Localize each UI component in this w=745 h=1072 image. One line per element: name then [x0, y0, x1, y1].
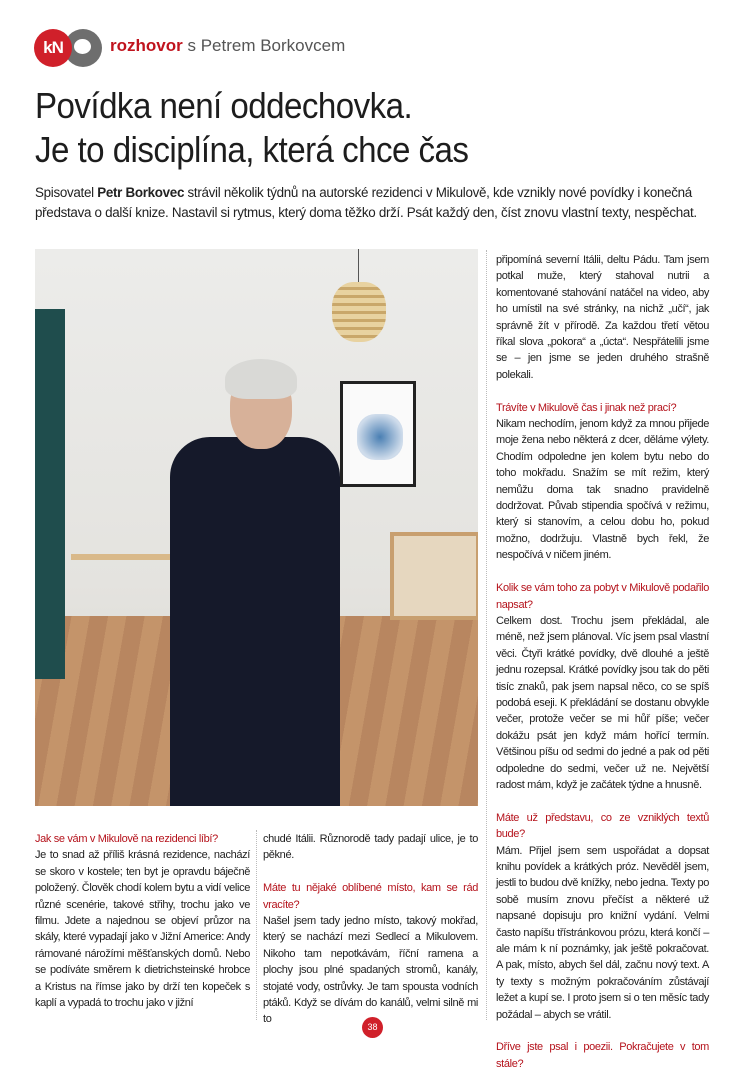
title-line-2: Je to disciplína, která chce čas: [35, 129, 469, 170]
section-kicker: [110, 36, 345, 56]
column-divider: [256, 830, 257, 1020]
photo-lamp-cord: [358, 249, 359, 283]
photo-artwork: [340, 381, 416, 487]
question: Jak se vám v Mikulově na rezidenci líbí?: [35, 833, 218, 845]
lead-pre: Spisovatel: [35, 185, 98, 200]
question: Máte už představu, co ze vzniklých textů bude?: [496, 811, 709, 841]
question: Kolik se vám toho za pobyt v Mikulově podařilo napsat?: [496, 582, 709, 611]
answer: Je to snad až příliš krásná rezidence, nachází se skoro v kostele; ten byt je opravdu báječně položený. Člověk chodí kolem bytu a vidí velice různé scenérie, takové střihy, trochu jako ve filmu. Jdete a najednou se objeví průzor na skály, které vypadají jako v Jižní Americe: Andy rámované nárožími měšťanských domů. Nebo se podíváte směrem k dietrichsteinské hrobce a Kristus na římse jako by drží ten kopeček s kaplí a vypadá to trochu jako v jižní: [35, 849, 250, 1010]
lead-post: strávil několik týdnů na autorské rezidenci v Mikulově, kde vznikly nové povídky i konečná představa o další knize. Nastavil si rytmus, který doma těžko drží. Psát každý den, číst znovu vlastní texty, nespěchat.: [35, 185, 697, 220]
interview-subject: s Petrem Borkovcem: [187, 36, 346, 55]
title-line-1: Povídka není oddechovka.: [35, 85, 413, 126]
answer: Mám. Přijel jsem sem uspořádat a dopsat knihu povídek a krátkých próz. Nevěděl jsem, jestli to budou dvě knížky, nebo jedna. Texty po sobě musím znovu přečíst a některé už napsané dopisuju pro knižní vydání. Velmi často napíšu třístránkovou prózu, která končí – ale mám k ní poznámky, jak ještě pokračovat. A pak, místo, abych šel dál, začnu nový text. A ty texty s možným pokračováním zůstávají ležet a kupí se. I proto jsem si o ten měsíc tady požádal – abych se vrátil.: [496, 844, 709, 1021]
answer: Našel jsem tady jedno místo, takový mokřad, který se nachází mezi Sedlecí a Mikulovem. Nikoho tam nepotkávám, říční ramena a plochy jsou plné spadaných stromů, kanály, stojaté vody, ostrůvky. Je tam spousta vodních ptáků. Když se dívám do kanálů, velmi silně mi to: [263, 915, 478, 1026]
right-column: [496, 252, 709, 1072]
answer: připomíná severní Itálii, deltu Pádu. Tam jsem potkal muže, který stahoval nutrii a komentované stahování natáčel na video, aby ho umístil na své stránky, na nichž „učí“, jak správně žít v přírodě. Za každou třetí větou říkal slova „pokora“ a „úcta“. Nespřátelili jsme se – jen jsme se jeden druhého strašně polekali.: [496, 254, 709, 381]
logo-kn: kN: [34, 29, 72, 67]
section-label: rozhovor: [110, 36, 183, 55]
question: Trávíte v Mikulově čas i jinak než prací?: [496, 401, 677, 414]
page-title: [35, 84, 468, 172]
lead-author-name: Petr Borkovec: [97, 185, 185, 200]
answer: Nikam nechodím, jenom když za mnou přijede moje žena nebo některá z dcer, děláme výlety. Chodím odpoledne jen kolem bytu nebo do toho mokřadu. Snažím se mít režim, který nemůžu doma tak snadno pravidelně dodržovat. Půvab stipendia spočívá v režimu, který si stanovím, a celou dobu ho, pokud možno, dodržuju. Vlastně bych řekl, že nespočívá v ničem jiném.: [496, 418, 709, 562]
question: Dříve jste psal i poezii. Pokračujete v tom stále?: [496, 1041, 709, 1070]
photo-desk: [71, 554, 181, 560]
bottom-column-2: [263, 831, 478, 1044]
photo-lamp: [332, 282, 386, 342]
page-number: 38: [362, 1017, 383, 1038]
portrait-photo: [35, 249, 478, 806]
lead-paragraph: [35, 183, 715, 223]
answer: Celkem dost. Trochu jsem překládal, ale méně, než jsem plánoval. Víc jsem psal vlastní věci. Čtyři krátké povídky, dvě dlouhé a ještě jednu rozepsal. Krátké povídky jsou tak do pěti tisíc znaků, pak jsem napsal něco, co se spíš podobá eseji. K překládání se dostanu obvykle večer, protože večer se mi hůř píše; večer dokážu psát jen když mám hořící termín. Většinou píšu od sedmi do jedné a pak od pěti odpoledne do sedmi, večer už ne. Největší radost mám, když je začátek týdne a hnusně.: [496, 614, 709, 791]
bottom-column-1: [35, 831, 250, 1028]
column-divider: [486, 250, 487, 1020]
photo-person: [170, 369, 340, 806]
photo-curtain: [35, 309, 65, 679]
answer: chudé Itálii. Různorodě tady padají ulice, je to pěkné.: [263, 833, 478, 862]
magazine-logo: [34, 29, 104, 67]
question: Máte tu nějaké oblíbené místo, kam se rád vracíte?: [263, 882, 478, 911]
photo-shelf: [390, 532, 478, 620]
